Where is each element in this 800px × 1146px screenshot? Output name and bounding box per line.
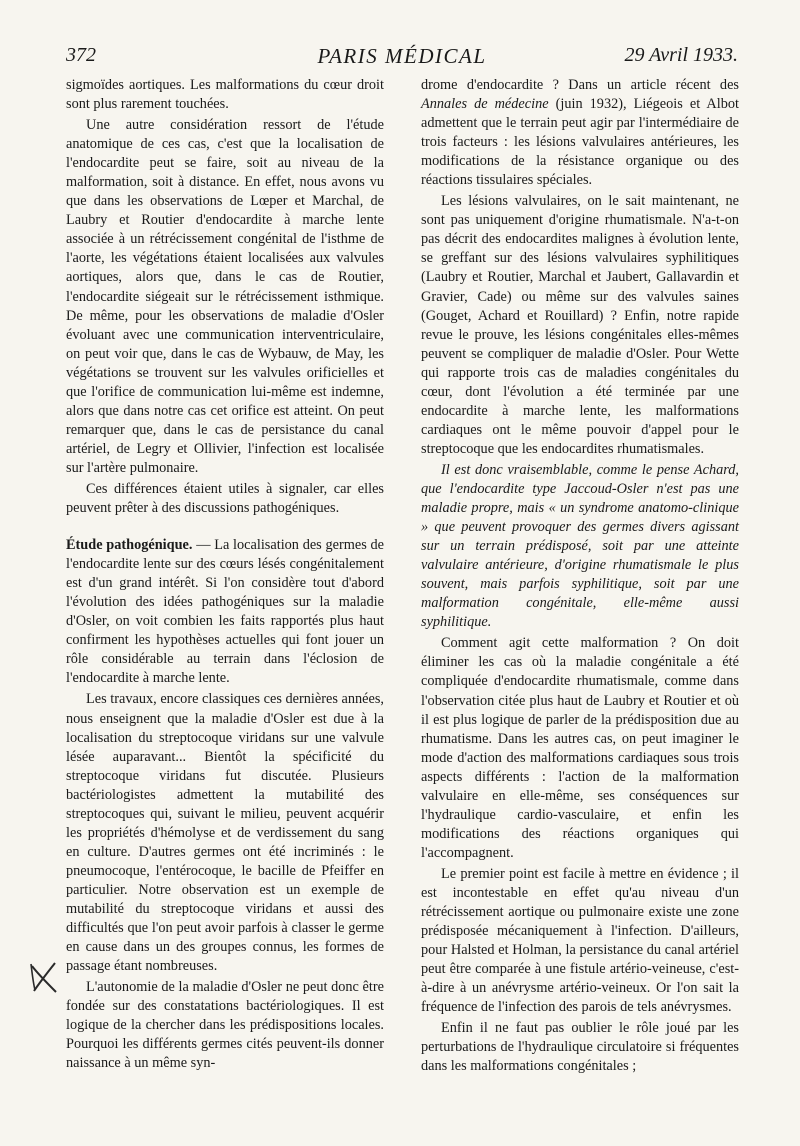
handwritten-margin-mark	[28, 960, 62, 994]
page-number: 372	[66, 44, 96, 66]
paragraph-text: (juin 1932), Liégeois et Albot admettent que le terrain peut agir par l'intermédiaire de trois facteurs : les lésions valvulaires antérieures, les modifications de la résistance organique ou des réactions tissulaires spéciales.	[421, 96, 739, 189]
paragraph: Enfin il ne faut pas oublier le rôle joué par les perturbations de l'hydraulique circulatoire si fréquentes dans les malformations congénitales ;	[421, 1020, 739, 1075]
italic-paragraph: Il est donc vraisemblable, comme le pense Achard, que l'endocardite type Jaccoud-Osler n'est pas une maladie propre, mais « un syndrome anatomo-clinique » que peuvent provoquer des germes divers agissant sur un terrain prédisposé, soit par une atteinte valvulaire antérieure, d'origine rhumatismale le plus souvent, mais parfois syphilitique, soit par une malformation congénitale, elle-même aussi syphilitique.	[421, 461, 739, 631]
journal-citation: Annales de médecine	[421, 96, 549, 113]
paragraph-text: drome d'endocardite ? Dans un article récent des	[421, 77, 739, 93]
paragraph: Une autre considération ressort de l'étude anatomique de ces cas, c'est que la localisation de l'endocardite peut se faire, soit au niveau de la malformation, soit à distance. En effet, nous avons vu que dans les observations de Lœper et Marchal, de Laubry et Routier d'endocardite à marche lente associée à un rétrécissement congénital de l'isthme de l'aorte, les végétations étaient localisées aux valvules aortiques, alors que, dans le cas de Routier, l'endocardite siégeait sur le rétrécissement isthmique. De même, pour les observations de maladie d'Osler évoluant avec une communication interventriculaire, on peut voir que, dans le cas de Wybauw, de May, les végétations se trouvent sur les valvules orificielles et que l'orifice de communication lui-même est indemne, alors que dans notre cas cet orifice est atteint. On peut remarquer que, dans le cas de persistance du canal artériel, de Legry et Ollivier, l'infection est localisée sur l'artère pulmonaire.	[66, 117, 384, 476]
paragraph: Comment agit cette malformation ? On doit éliminer les cas où la maladie congénitale a été compliquée d'endocardite rhumatismale, comme dans l'observation citée plus haut de Laubry et Routier et où il est plus logique de parler de la prédisposition due au rhumatisme. Dans les autres cas, on peut imaginer le mode d'action des malformations cardiaques sous trois aspects différents : l'action de la malformation valvulaire en elle-même, ses conséquences sur l'hydraulique cardio-vasculaire, et enfin les modifications des réactions organiques qui l'accompagnent.	[421, 635, 739, 861]
issue-date: 29 Avril 1933.	[624, 44, 738, 66]
paragraph: L'autonomie de la maladie d'Osler ne peut donc être fondée sur des constatations bactériologiques. Il est logique de la chercher dans les prédispositions locales. Pourquoi les différents germes cités peuvent-ils donner naissance à un même syn-	[66, 979, 384, 1072]
paragraph	[421, 76, 739, 190]
paragraph-text: — La localisation des germes de l'endocardite lente sur des cœurs lésés congénitalement est d'un grand intérêt. Si l'on considère tout d'abord l'évolution des idées pathogéniques sur la maladie d'Osler, on voit combien les faits rapportés plus haut confirment les hypothèses actuelles qui font jouer un rôle considérable au terrain dans l'éclosion de l'endocardite à marche lente.	[66, 537, 384, 687]
paragraph: sigmoïdes aortiques. Les malformations du cœur droit sont plus rarement touchées.	[66, 77, 384, 113]
page-header	[66, 44, 738, 74]
journal-title: PARIS MÉDICAL	[317, 44, 487, 68]
right-column	[421, 76, 739, 1078]
paragraph: Les lésions valvulaires, on le sait maintenant, ne sont pas uniquement d'origine rhumatismale. N'a-t-on pas décrit des endocardites malignes à évolution lente, se greffant sur des lésions valvulaires syphilitiques (Laubry et Routier, Marchal et Jaubert, Gallavardin et Gravier, Cade) ou même sur des valvules saines (Gouget, Achard et Rouillard) ? Enfin, notre rapide revue le prouve, les lésions congénitales elles-mêmes peuvent se compliquer de maladie d'Osler. Pour Wette qui rapporte trois cas de maladies congénitales du cœur, dont l'évolution a été terminée par une endocardite à marche lente, les malformations cardiaques ont le même pouvoir d'appel pour le streptocoque que les endocardites rhumatismales.	[421, 193, 739, 457]
section-heading: Étude pathogénique.	[66, 537, 193, 554]
paragraph: Le premier point est facile à mettre en évidence ; il est incontestable en effet qu'au niveau d'un rétrécissement aortique ou pulmonaire existe une zone prédisposée mécaniquement à l'infection. D'ailleurs, pour Halsted et Holman, la persistance du canal artériel peut être comparée à une fistule artério-veineuse, c'est-à-dire à un anévrysme artério-veineux. Or l'on sait la fréquence de l'infection des parois de tels anévrysmes.	[421, 865, 739, 1016]
left-column	[66, 76, 384, 1075]
paragraph: Les travaux, encore classiques ces dernières années, nous enseignent que la maladie d'Osler est due à la localisation du streptocoque viridans sur une valvule lésée auparavant... Bientôt la spécificité du streptocoque viridans fut discutée. Plusieurs bactériologistes admettent la mutabilité des streptocoques qui, suivant le milieu, peuvent acquérir les propriétés d'hémolyse et de verdissement du sang en culture. D'autres germes ont été incriminés : le pneumocoque, l'entérocoque, le bacille de Pfeiffer en particulier. Notre observation est un exemple de mutabilité du streptocoque viridans et aussi des difficultés que l'on peut avoir parfois à classer le germe en cause dans un des groupes connus, les formes de passage étant nombreuses.	[66, 691, 384, 975]
paragraph	[66, 536, 384, 688]
paragraph: Ces différences étaient utiles à signaler, car elles peuvent prêter à des discussions pathogéniques.	[66, 480, 384, 517]
